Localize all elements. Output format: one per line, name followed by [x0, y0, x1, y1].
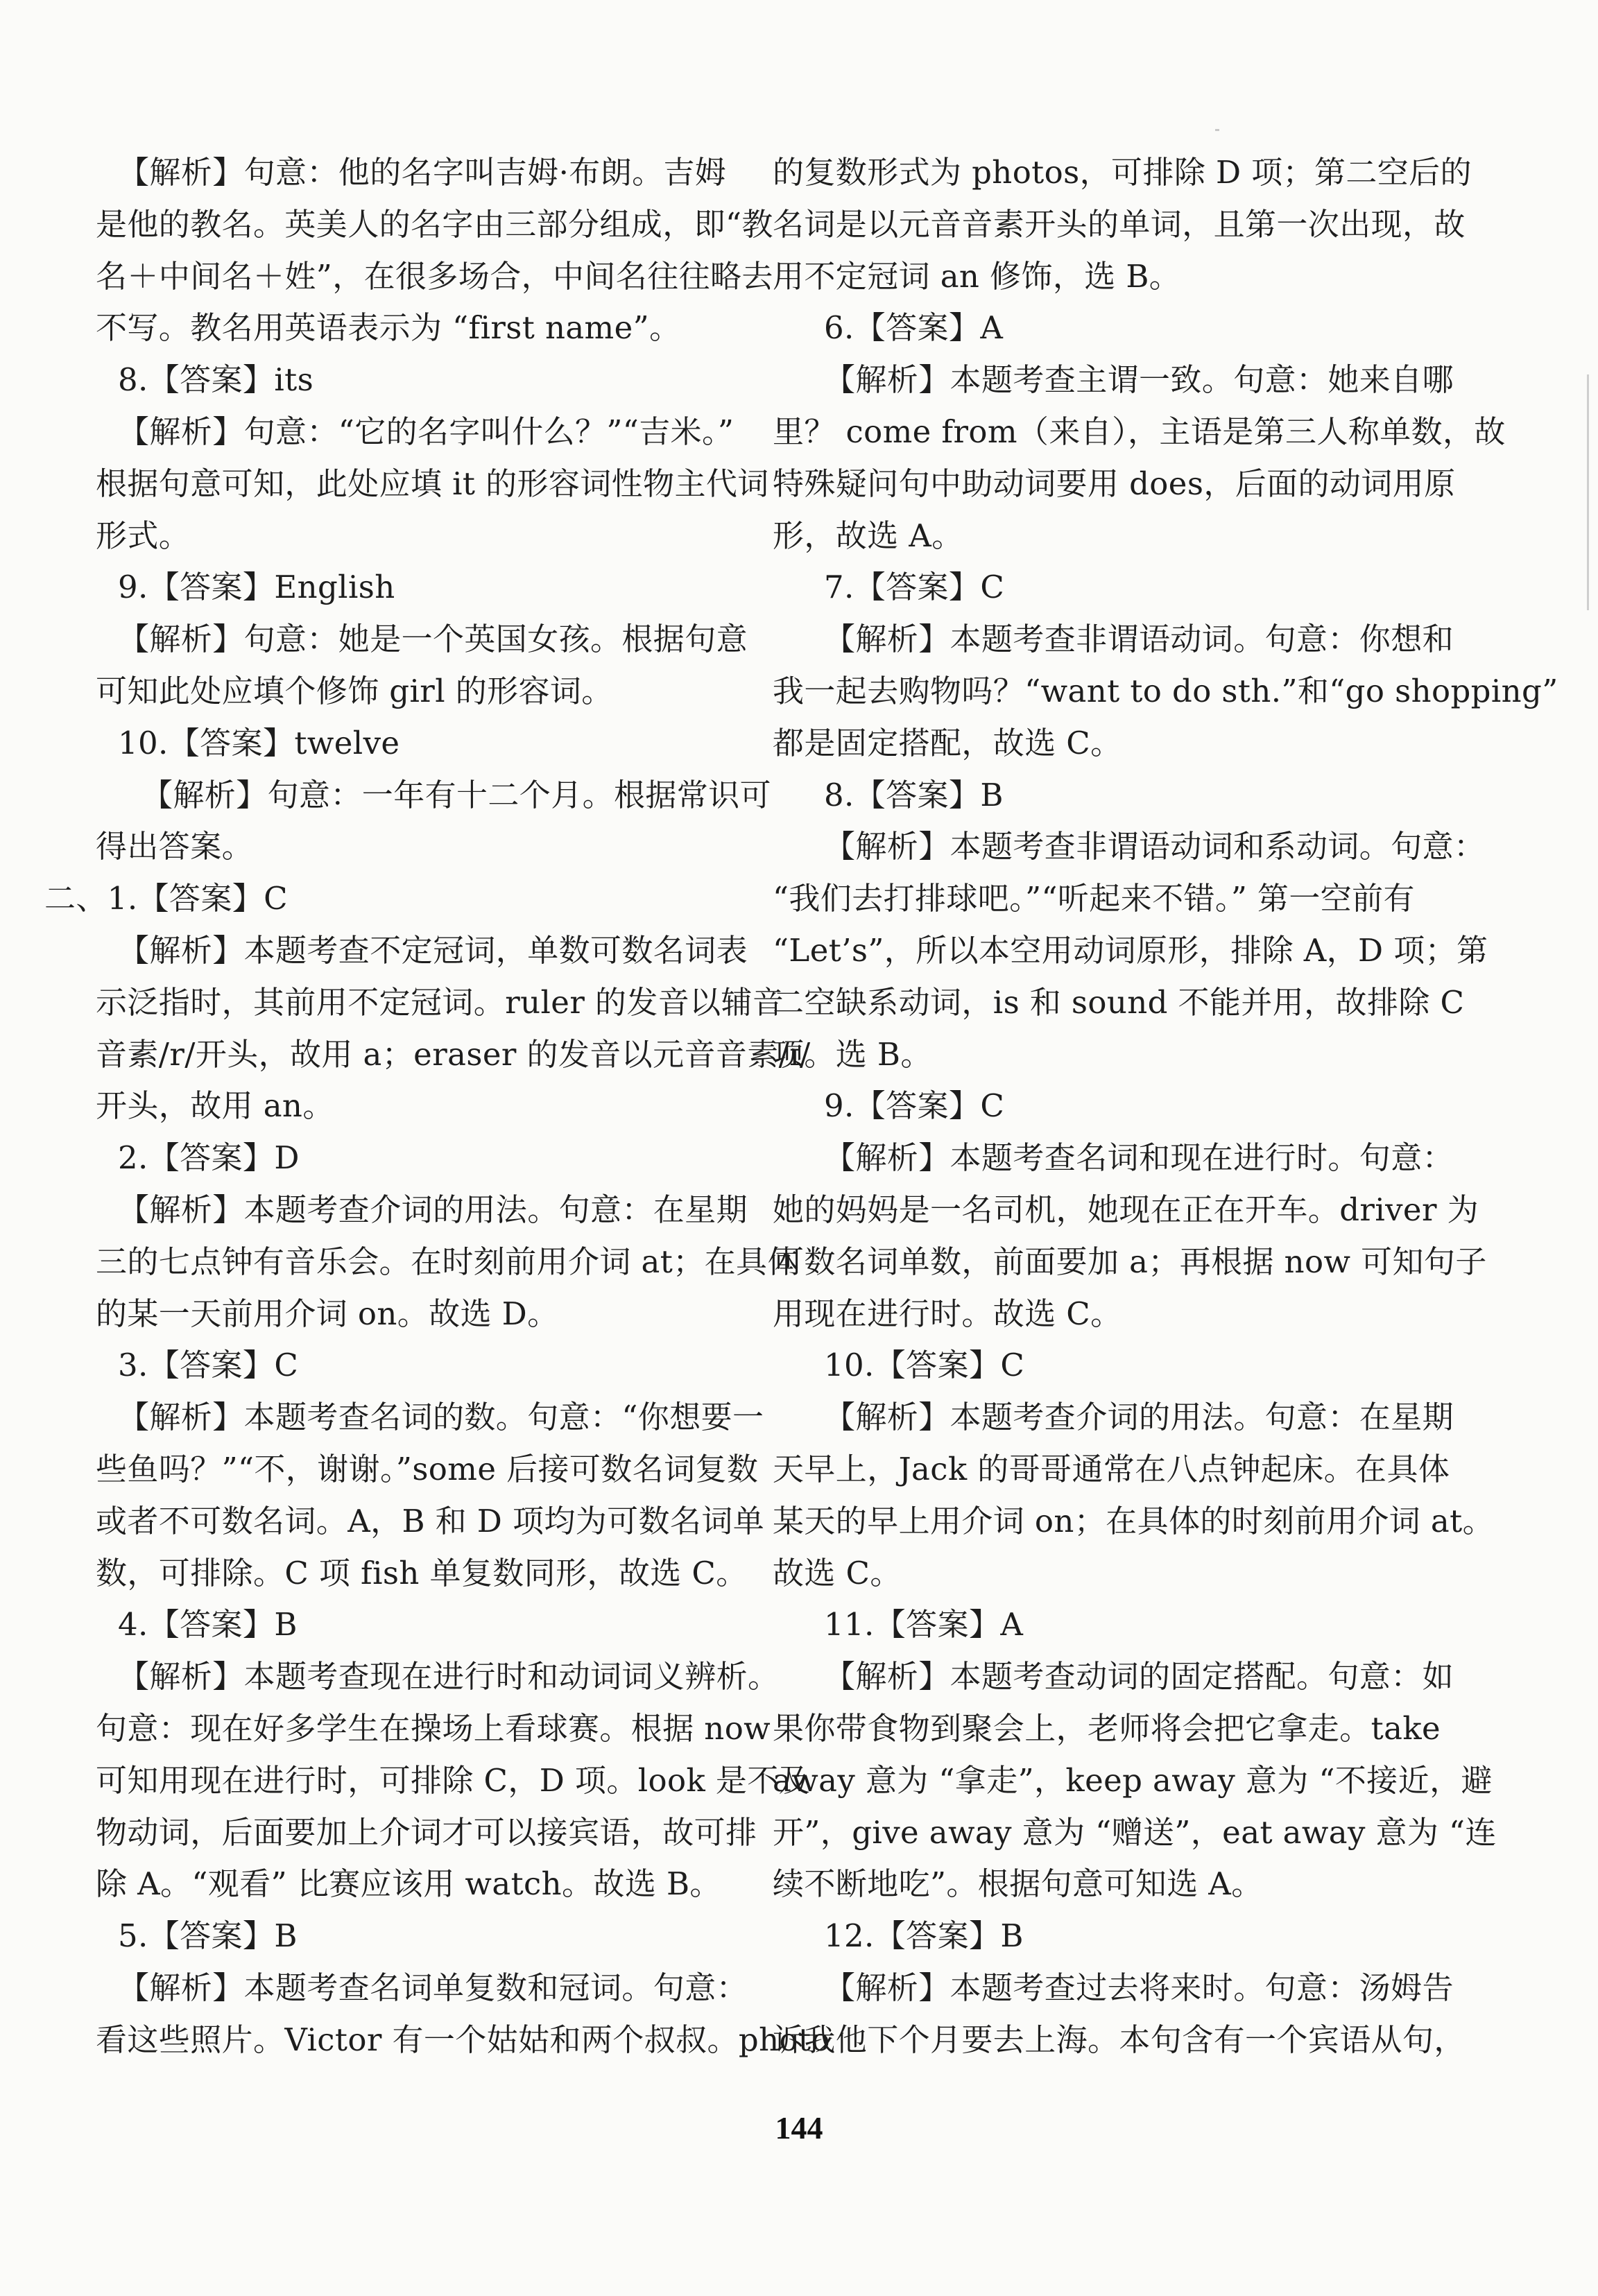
text-line: 【解析】本题考查介词的用法。句意：在星期 — [118, 1191, 748, 1228]
text-line: 【解析】本题考查名词和现在进行时。句意： — [824, 1139, 1454, 1177]
text-line: 数，可排除。C 项 fish 单复数同形，故选 C。 — [96, 1554, 748, 1591]
text-line: 项。选 B。 — [773, 1035, 932, 1073]
text-line: 开”，give away 意为 “赠送”，eat away 意为 “连 — [773, 1813, 1497, 1851]
text-line: 续不断地吃”。根据句意可知选 A。 — [773, 1865, 1263, 1903]
page-number: 144 — [775, 2110, 823, 2146]
scan-speck — [1215, 129, 1219, 131]
text-line: “Let’s”，所以本空用动词原形，排除 A，D 项；第 — [773, 931, 1488, 969]
text-line: “我们去打排球吧。”“听起来不错。” 第一空前有 — [773, 880, 1415, 917]
text-line: 某天的早上用介词 on；在具体的时刻前用介词 at。 — [773, 1502, 1494, 1539]
text-line: 除 A。“观看” 比赛应该用 watch。故选 B。 — [96, 1865, 721, 1903]
text-line: 9.【答案】English — [118, 569, 395, 606]
text-line: 二空缺系动词，is 和 sound 不能并用，故排除 C — [773, 983, 1465, 1021]
text-line: 10.【答案】twelve — [118, 724, 400, 761]
text-line: 12.【答案】B — [824, 1917, 1024, 1955]
text-line: 的复数形式为 photos，可排除 D 项；第二空后的 — [773, 154, 1472, 191]
left-column — [44, 147, 830, 2066]
text-line: 音素/r/开头，故用 a；eraser 的发音以元音音素/ɪ/ — [96, 1035, 811, 1073]
text-line: 【解析】句意：他的名字叫吉姆·布朗。吉姆 — [118, 154, 727, 191]
text-line: 不写。教名用英语表示为 “first name”。 — [96, 309, 681, 347]
text-line: 【解析】本题考查主谓一致。句意：她来自哪 — [824, 361, 1454, 399]
text-line: 9.【答案】C — [824, 1087, 1005, 1125]
text-line: 天早上，Jack 的哥哥通常在八点钟起床。在具体 — [773, 1450, 1450, 1487]
text-line: 2.【答案】D — [118, 1139, 300, 1177]
text-line: 是他的教名。英美人的名字由三部分组成，即“教 — [96, 205, 773, 243]
text-line: 11.【答案】A — [824, 1606, 1024, 1643]
text-line: 些鱼吗？”“不，谢谢。”some 后接可数名词复数 — [96, 1450, 759, 1487]
text-line: 都是固定搭配，故选 C。 — [773, 724, 1122, 761]
text-line: 特殊疑问句中助动词要用 does，后面的动词用原 — [773, 465, 1456, 502]
text-line: 根据句意可知，此处应填 it 的形容词性物主代词 — [96, 465, 769, 502]
text-line: 【解析】句意：她是一个英国女孩。根据句意 — [118, 621, 748, 658]
text-line: 【解析】本题考查过去将来时。句意：汤姆告 — [824, 1969, 1454, 2006]
text-line: 【解析】本题考查名词的数。句意：“你想要一 — [118, 1399, 764, 1436]
text-line: 可知用现在进行时，可排除 C，D 项。look 是不及 — [96, 1761, 811, 1799]
text-line: 得出答案。 — [96, 828, 254, 865]
text-line: 形，故选 A。 — [773, 517, 963, 554]
text-line: 开头，故用 an。 — [96, 1087, 334, 1125]
text-line: 可数名词单数，前面要加 a；再根据 now 可知句子 — [773, 1243, 1487, 1280]
text-line: 8.【答案】its — [118, 361, 314, 399]
text-line: 果你带食物到聚会上，老师将会把它拿走。take — [773, 1709, 1441, 1747]
text-line: 用现在进行时。故选 C。 — [773, 1295, 1122, 1332]
text-line: 三的七点钟有音乐会。在时刻前用介词 at；在具体 — [96, 1243, 799, 1280]
text-line: away 意为 “拿走”，keep away 意为 “不接近，避 — [773, 1761, 1493, 1799]
text-line: 诉我他下个月要去上海。本句含有一个宾语从句， — [773, 2021, 1466, 2058]
text-line: 3.【答案】C — [118, 1347, 299, 1384]
text-line: 【解析】句意：“它的名字叫什么？”“吉米。” — [118, 413, 734, 450]
text-line: 7.【答案】C — [824, 569, 1005, 606]
page-edge-shadow — [1587, 374, 1589, 610]
text-line: 里？ come from（来自），主语是第三人称单数，故 — [773, 413, 1506, 450]
text-line: 【解析】本题考查动词的固定搭配。句意：如 — [824, 1658, 1454, 1695]
text-line: 看这些照片。Victor 有一个姑姑和两个叔叔。photo — [96, 2021, 830, 2058]
text-line: 故选 C。 — [773, 1554, 902, 1591]
text-line: 10.【答案】C — [824, 1347, 1025, 1384]
text-line: 5.【答案】B — [118, 1917, 298, 1955]
text-line: 用不定冠词 an 修饰，选 B。 — [773, 257, 1181, 295]
text-line: 可知此处应填个修饰 girl 的形容词。 — [96, 672, 613, 709]
text-line: 名词是以元音音素开头的单词，且第一次出现，故 — [773, 205, 1466, 243]
text-line: 6.【答案】A — [824, 309, 1004, 347]
text-line: 4.【答案】B — [118, 1606, 298, 1643]
text-line: 二、1.【答案】C — [44, 880, 288, 917]
text-line: 的某一天前用介词 on。故选 D。 — [96, 1295, 559, 1332]
text-line: 8.【答案】B — [824, 776, 1004, 813]
text-line: 我一起去购物吗？“want to do sth.”和“go shopping” — [773, 672, 1558, 709]
text-line: 或者不可数名词。A，B 和 D 项均为可数名词单 — [96, 1502, 765, 1539]
text-line: 【解析】句意：一年有十二个月。根据常识可 — [141, 776, 772, 813]
text-line: 句意：现在好多学生在操场上看球赛。根据 now — [96, 1709, 771, 1747]
text-line: 【解析】本题考查非谓语动词和系动词。句意： — [824, 828, 1486, 865]
text-line: 物动词，后面要加上介词才可以接宾语，故可排 — [96, 1813, 757, 1851]
text-line: 示泛指时，其前用不定冠词。ruler 的发音以辅音 — [96, 983, 784, 1021]
text-line: 她的妈妈是一名司机，她现在正在开车。driver 为 — [773, 1191, 1479, 1228]
right-column — [773, 147, 1558, 2066]
text-line: 名＋中间名＋姓”，在很多场合，中间名往往略去 — [96, 257, 773, 295]
text-line: 【解析】本题考查名词单复数和冠词。句意： — [118, 1969, 748, 2006]
text-line: 【解析】本题考查介词的用法。句意：在星期 — [824, 1399, 1454, 1436]
text-line: 【解析】本题考查不定冠词，单数可数名词表 — [118, 931, 748, 969]
text-line: 【解析】本题考查非谓语动词。句意：你想和 — [824, 621, 1454, 658]
text-line: 【解析】本题考查现在进行时和动词词义辨析。 — [118, 1658, 780, 1695]
text-line: 形式。 — [96, 517, 191, 554]
